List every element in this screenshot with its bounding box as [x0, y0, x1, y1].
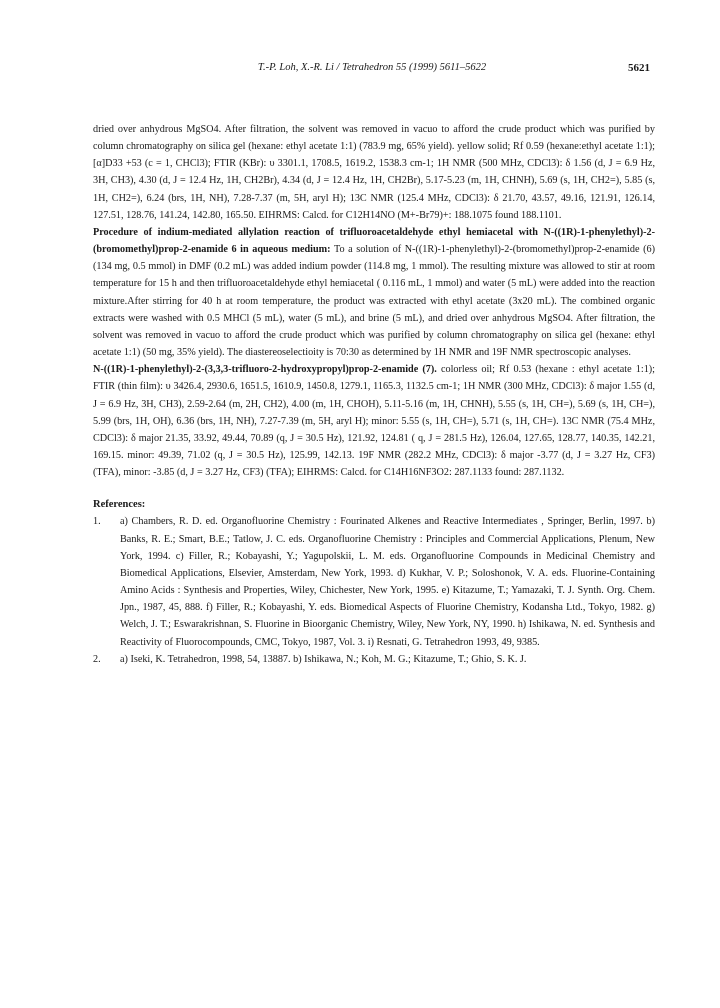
experimental-paragraph: dried over anhydrous MgSO4. After filtration, the solvent was removed in vacuo to afford the crude product which was purified by column chromatography on silica gel (hexane: ethyl acetate 1:1) (783.9 mg, 65% yield). yellow solid; Rf 0.59 (hexane:ethyl acetate 1:1); [α]D33 +53 (c = 1, CHCl3); FTIR (KBr): υ 3301.1, 1708.5, 1619.2, 1538.3 cm-1; 1H NMR (500 MHz, CDCl3): δ 1.56 (d, J = 6.9 Hz, 3H, CH3), 4.30 (d, J = 12.4 Hz, 1H, CH2Br), 4.34 (d, J = 12.4 Hz, 1H, CH2Br), 5.17-5.23 (m, 1H, CHNH), 5.69 (s, 1H, CH2=), 5.85 (s, 1H, CH2=), 6.24 (brs, 1H, NH), 7.28-7.37 (m, 5H, aryl H); 13C NMR (125.4 MHz, CDCl3): δ 21.70, 43.57, 49.16, 121.91, 126.14, 127.51, 128.76, 141.24, 142.80, 165.50. EIHRMS: Calcd. for C12H14NO (M+-Br79)+: 188.1075 found 188.1101. — [93, 124, 655, 221]
procedure-text: To a solution of N-((1R)-1-phenylethyl)-2-(bromomethyl)prop-2-enamide (6) (134 mg, 0.5 mmol) in DMF (0.2 mL) was added indium powder (114.8 mg, 1 mmol). The resulting mixture was allowed to stir at room temperature for 15 h and then trifluoroacetaldehyde ethyl hemiacetal ( 0.116 mL, 1 mmol) and water (5 mL) were added into the reaction mixture.After stirring for 40 h at room temperature, the product was extracted with ethyl acetate (3x20 mL). The combined organic extracts were washed with 0.5 MHCl (5 mL), water (5 mL), and brine (5 mL), and dried over anhydrous MgSO4. After filtration, the solvent was removed in vacuo to afford the crude product which was purified by column chromatography on silica gel (hexane: ethyl acetate 1:1) (50 mg, 35% yield). The diastereoselectioity is 70:30 as determined by 1H NMR and 19F NMR spectroscopic analyses. — [93, 244, 655, 359]
reference-item — [93, 651, 655, 668]
reference-number: 1. — [93, 516, 101, 528]
page-number: 5621 — [628, 62, 650, 74]
procedure-paragraph — [93, 224, 655, 361]
reference-number: 2. — [93, 653, 101, 665]
page-header — [94, 62, 650, 78]
compound-text: colorless oil; Rf 0.53 (hexane : ethyl acetate 1:1); FTIR (thin film): υ 3426.4, 2930.6, 1651.5, 1610.9, 1450.8, 1279.1, 1165.3, 1132.5 cm-1; 1H NMR (300 MHz, CDCl3): δ major 1.55 (d, J = 6.9 Hz, 3H, CH3), 2.59-2.64 (m, 2H, CH2), 4.00 (m, 1H, CHOH), 5.11-5.16 (m, 1H, CHNH), 5.55 (s, 1H, CH=), 5.69 (s, 1H, CH=), 5.99 (brs, 1H, OH), 6.36 (brs, 1H, NH), 7.27-7.39 (m, 5H, aryl H); minor: 5.55 (s, 1H, CH=), 5.71 (s, 1H, CH=). 13C NMR (75.4 MHz, CDCl3): δ major 21.35, 33.92, 49.44, 70.89 (q, J = 30.5 Hz), 121.92, 124.81 ( q, J = 281.5 Hz), 126.04, 127.65, 128.77, 140.35, 142.21, 169.15. minor: 49.39, 71.02 (q, J = 30.5 Hz), 125.99, 142.13. 19F NMR (282.2 MHz, CDCl3): δ major -3.77 (d, J = 3.27 Hz, CF3) (TFA), minor: -3.85 (d, J = 3.27 Hz, CF3) (TFA); EIHRMS: Calcd. for C14H16NF3O2: 287.1133 found: 287.1132. — [93, 364, 656, 479]
compound-paragraph — [93, 361, 655, 481]
compound-heading: N-((1R)-1-phenylethyl)-2-(3,3,3-trifluoro-2-hydroxypropyl)prop-2-enamide (7). — [93, 364, 437, 376]
running-title: T.-P. Loh, X.-R. Li / Tetrahedron 55 (1999) 5611–5622 — [257, 62, 487, 73]
reference-text: a) Iseki, K. Tetrahedron, 1998, 54, 13887. b) Ishikawa, N.; Koh, M. G.; Kitazume, T.; Ghio, S. K. J. — [120, 653, 527, 665]
article-body — [93, 121, 655, 668]
procedure-heading: Procedure of indium-mediated allylation reaction of trifluoroacetaldehyde ethyl hemiacetal with N-((1R)-1-phenylethyl)-2-(bromomethyl)prop-2-enamide 6 in aqueous medium: — [93, 226, 655, 256]
reference-item — [93, 513, 655, 650]
reference-text: a) Chambers, R. D. ed. Organofluorine Chemistry : Fourinated Alkenes and Reactive Intermediates , Springer, Berlin, 1997. b) Banks, R. E.; Smart, B.E.; Tatlow, J. C. eds. Organofluorine Chemistry : Principles and Commercial Applications, Plenum, New York, 1994. c) Filler, R.; Kobayashi, Y.; Yagupolskii, L. M. eds. Organofluorine Compounds in Medicinal Chemistry and Biomedical Applications, Elsevier, Amsterdam, New York, 1993. d) Kukhar, V. P.; Soloshonok, V. A. eds. Fluorine-Containing Amino Acids : Synthesis and Properties, Wiley, Chichester, New York, 1995. e) Kitazume, T.; Yamazaki, T. J. Synth. Org. Chem. Jpn., 1987, 45, 888. f) Filler, R.; Kobayashi, Y. eds. Biomedical Aspects of Fluorine Chemistry, Kodansha Ltd., Tokyo, 1982. g) Welch, J. T.; Eswarakrishnan, S. Fluorine in Bioorganic Chemistry, Wiley, New York, NY, 1990. h) Ishikawa, N. ed. Synthesis and Reactivity of Fluorocompounds, CMC, Tokyo, 1987, Vol. 3. i) Resnati, G. Tetrahedron 1993, 49, 9385. — [120, 516, 655, 648]
references-heading: References: — [93, 499, 146, 511]
